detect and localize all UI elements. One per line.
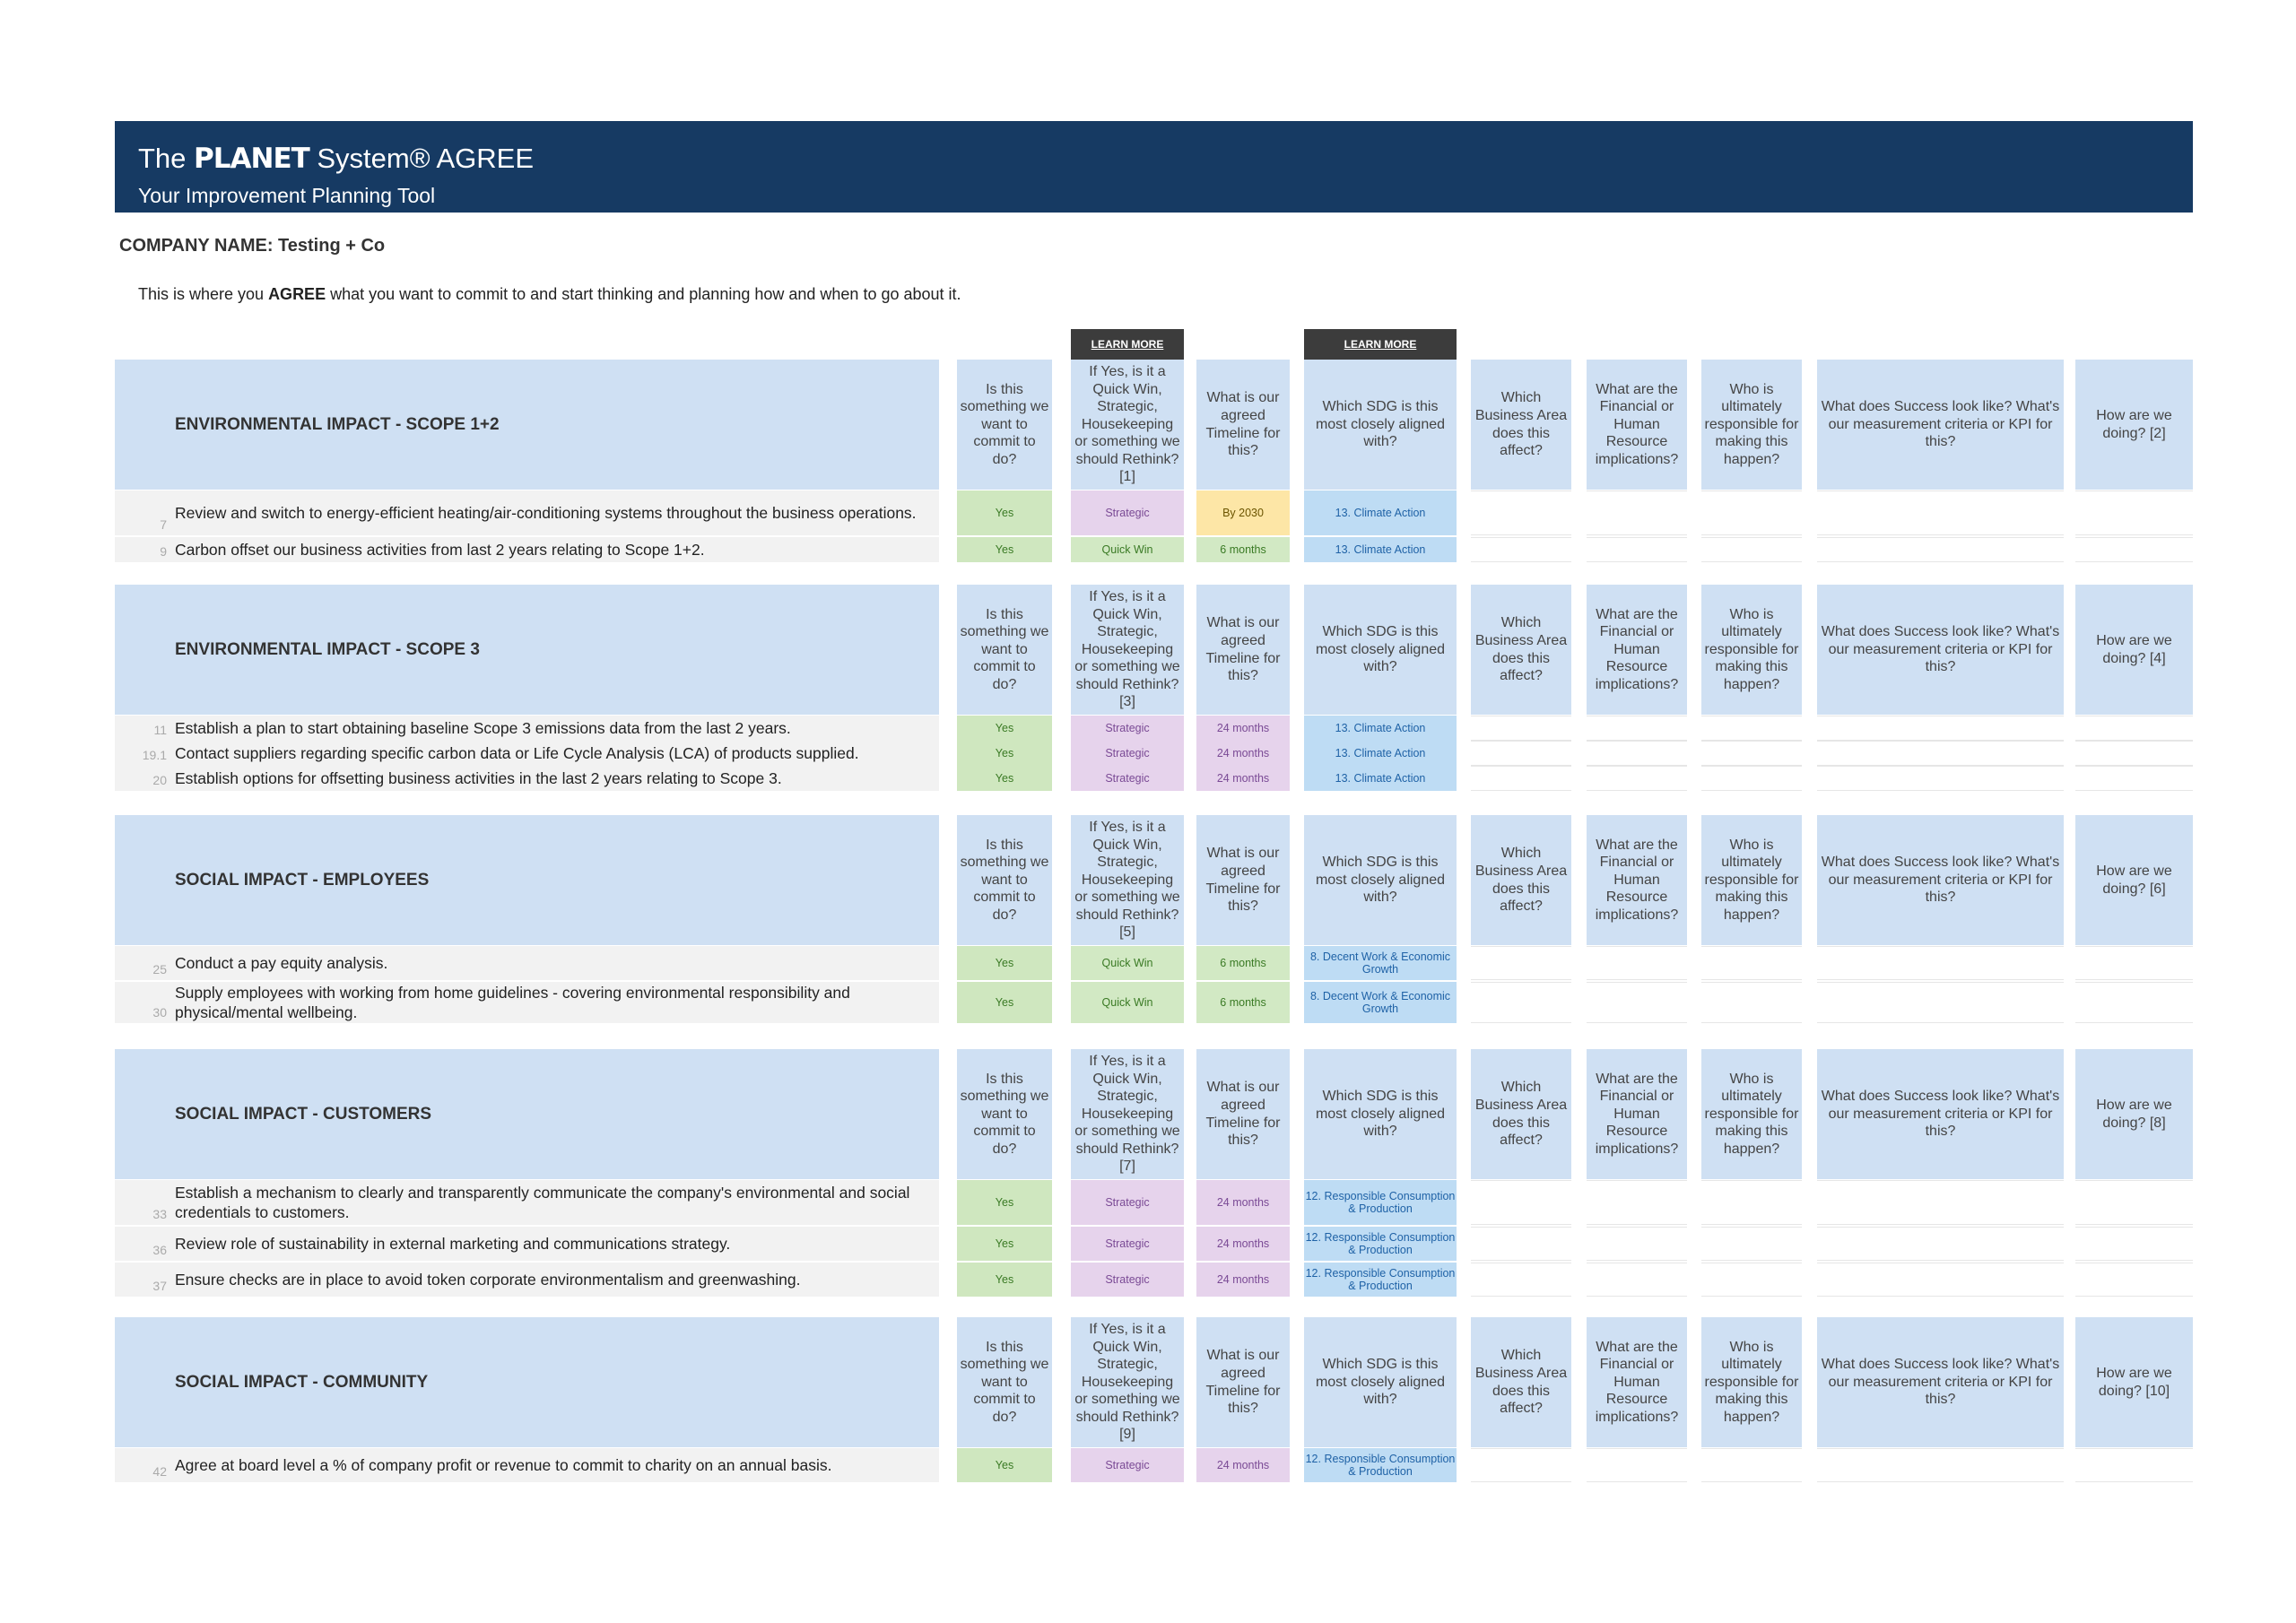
- success-cell[interactable]: [1817, 1227, 2064, 1261]
- commit-cell[interactable]: Yes: [957, 716, 1052, 741]
- area-cell[interactable]: [1471, 766, 1571, 791]
- column-header-responsible: Who is ultimately responsible for making this happen?: [1701, 1317, 1802, 1447]
- timeline-cell[interactable]: 24 months: [1196, 741, 1290, 766]
- column-header-category: If Yes, is it a Quick Win, Strategic, Housekeeping or something we should Rethink? [5]: [1071, 815, 1184, 945]
- action-description: [115, 741, 939, 766]
- resources-cell[interactable]: [1587, 946, 1687, 980]
- column-header-resources: What are the Financial or Human Resource implications?: [1587, 1049, 1687, 1179]
- section-title: ENVIRONMENTAL IMPACT - SCOPE 1+2: [115, 360, 939, 490]
- success-cell[interactable]: [1817, 1180, 2064, 1225]
- area-cell[interactable]: [1471, 1448, 1571, 1482]
- column-header-area: Which Business Area does this affect?: [1471, 585, 1571, 715]
- responsible-cell[interactable]: [1701, 946, 1802, 980]
- sdg-cell[interactable]: 12. Responsible Consumption & Production: [1304, 1448, 1457, 1482]
- column-header-doing: How are we doing? [6]: [2075, 815, 2193, 945]
- column-header-category: If Yes, is it a Quick Win, Strategic, Housekeeping or something we should Rethink? [9]: [1071, 1317, 1184, 1447]
- column-header-success: What does Success look like? What's our measurement criteria or KPI for this?: [1817, 1317, 2064, 1447]
- sdg-cell[interactable]: 12. Responsible Consumption & Production: [1304, 1227, 1457, 1261]
- area-cell[interactable]: [1471, 1263, 1571, 1297]
- table-row: [115, 1448, 2193, 1482]
- responsible-cell[interactable]: [1701, 716, 1802, 741]
- resources-cell[interactable]: [1587, 537, 1687, 562]
- action-text: Establish a plan to start obtaining baseline Scope 3 emissions data from the last 2 years.: [175, 718, 791, 737]
- action-text: Establish options for offsetting business activities in the last 2 years relating to Scope 3.: [175, 768, 782, 787]
- resources-cell[interactable]: [1587, 1263, 1687, 1297]
- section-title: SOCIAL IMPACT - CUSTOMERS: [115, 1049, 939, 1179]
- section-header: [115, 815, 2193, 945]
- section-header: [115, 585, 2193, 715]
- resources-cell[interactable]: [1587, 982, 1687, 1023]
- column-header-responsible: Who is ultimately responsible for making this happen?: [1701, 815, 1802, 945]
- responsible-cell[interactable]: [1701, 1263, 1802, 1297]
- success-cell[interactable]: [1817, 766, 2064, 791]
- table-row: [115, 490, 2193, 535]
- action-description: [115, 1448, 939, 1482]
- action-description: [115, 537, 939, 562]
- area-cell[interactable]: [1471, 1227, 1571, 1261]
- sdg-cell[interactable]: 13. Climate Action: [1304, 490, 1457, 535]
- resources-cell[interactable]: [1587, 716, 1687, 741]
- success-cell[interactable]: [1817, 1263, 2064, 1297]
- learn-more-button-category[interactable]: LEARN MORE: [1071, 329, 1184, 360]
- commit-cell[interactable]: Yes: [957, 490, 1052, 535]
- column-header-responsible: Who is ultimately responsible for making this happen?: [1701, 1049, 1802, 1179]
- sdg-cell[interactable]: 13. Climate Action: [1304, 716, 1457, 741]
- success-cell[interactable]: [1817, 716, 2064, 741]
- category-cell[interactable]: Strategic: [1071, 716, 1184, 741]
- section-title: ENVIRONMENTAL IMPACT - SCOPE 3: [115, 585, 939, 715]
- row-number: 37: [152, 1279, 167, 1294]
- timeline-cell[interactable]: By 2030: [1196, 490, 1290, 535]
- table-row: [115, 946, 2193, 980]
- action-text: Ensure checks are in place to avoid token corporate environmentalism and greenwashing.: [175, 1270, 801, 1289]
- column-header-sdg: Which SDG is this most closely aligned with?: [1304, 1317, 1457, 1447]
- category-cell[interactable]: Strategic: [1071, 741, 1184, 766]
- category-cell[interactable]: Strategic: [1071, 1448, 1184, 1482]
- commit-cell[interactable]: Yes: [957, 946, 1052, 980]
- success-cell[interactable]: [1817, 1448, 2064, 1482]
- column-header-area: Which Business Area does this affect?: [1471, 1317, 1571, 1447]
- action-description: [115, 1180, 939, 1225]
- resources-cell[interactable]: [1587, 490, 1687, 535]
- column-header-category: If Yes, is it a Quick Win, Strategic, Housekeeping or something we should Rethink? [7]: [1071, 1049, 1184, 1179]
- doing-cell[interactable]: [2075, 716, 2193, 741]
- column-header-resources: What are the Financial or Human Resource implications?: [1587, 585, 1687, 715]
- area-cell[interactable]: [1471, 741, 1571, 766]
- resources-cell[interactable]: [1587, 766, 1687, 791]
- table-row: [115, 766, 2193, 791]
- column-header-timeline: What is our agreed Timeline for this?: [1196, 360, 1290, 490]
- page-title: The PLANET System® AGREE: [138, 143, 535, 175]
- action-text: Conduct a pay equity analysis.: [175, 953, 388, 972]
- row-number: 25: [152, 962, 167, 977]
- column-header-commit: Is this something we want to commit to do?: [957, 585, 1052, 715]
- success-cell[interactable]: [1817, 537, 2064, 562]
- column-header-doing: How are we doing? [10]: [2075, 1317, 2193, 1447]
- page-subtitle: Your Improvement Planning Tool: [138, 184, 436, 207]
- column-header-area: Which Business Area does this affect?: [1471, 815, 1571, 945]
- commit-cell[interactable]: Yes: [957, 1263, 1052, 1297]
- doing-cell[interactable]: [2075, 982, 2193, 1023]
- column-header-doing: How are we doing? [8]: [2075, 1049, 2193, 1179]
- category-cell[interactable]: Strategic: [1071, 1180, 1184, 1225]
- action-text: Review role of sustainability in external marketing and communications strategy.: [175, 1234, 731, 1253]
- doing-cell[interactable]: [2075, 490, 2193, 535]
- action-text: Carbon offset our business activities from last 2 years relating to Scope 1+2.: [175, 540, 705, 559]
- category-cell[interactable]: Strategic: [1071, 1227, 1184, 1261]
- column-header-commit: Is this something we want to commit to do?: [957, 815, 1052, 945]
- table-row: [115, 982, 2193, 1023]
- table-row: [115, 537, 2193, 562]
- action-description: [115, 982, 939, 1023]
- section-header: [115, 1317, 2193, 1447]
- column-header-commit: Is this something we want to commit to do?: [957, 1317, 1052, 1447]
- column-header-resources: What are the Financial or Human Resource implications?: [1587, 1317, 1687, 1447]
- area-cell[interactable]: [1471, 1180, 1571, 1225]
- sdg-cell[interactable]: 13. Climate Action: [1304, 766, 1457, 791]
- row-number: 36: [152, 1243, 167, 1258]
- column-header-timeline: What is our agreed Timeline for this?: [1196, 585, 1290, 715]
- column-header-area: Which Business Area does this affect?: [1471, 360, 1571, 490]
- resources-cell[interactable]: [1587, 1227, 1687, 1261]
- column-header-timeline: What is our agreed Timeline for this?: [1196, 1317, 1290, 1447]
- column-header-sdg: Which SDG is this most closely aligned with?: [1304, 815, 1457, 945]
- doing-cell[interactable]: [2075, 741, 2193, 766]
- success-cell[interactable]: [1817, 490, 2064, 535]
- intro-text: This is where you AGREE what you want to commit to and start thinking and planning how and when to go about it.: [138, 285, 961, 303]
- column-header-resources: What are the Financial or Human Resource implications?: [1587, 360, 1687, 490]
- timeline-cell[interactable]: 24 months: [1196, 1263, 1290, 1297]
- action-description: [115, 716, 939, 741]
- action-text: Review and switch to energy-efficient heating/air-conditioning systems throughout the business operations.: [175, 503, 917, 522]
- column-header-responsible: Who is ultimately responsible for making this happen?: [1701, 585, 1802, 715]
- doing-cell[interactable]: [2075, 537, 2193, 562]
- action-description: [115, 766, 939, 791]
- action-description: [115, 946, 939, 980]
- responsible-cell[interactable]: [1701, 490, 1802, 535]
- action-description: [115, 490, 939, 535]
- table-row: [115, 741, 2193, 766]
- table-row: [115, 1263, 2193, 1297]
- action-description: [115, 1263, 939, 1297]
- commit-cell[interactable]: Yes: [957, 537, 1052, 562]
- row-number: 19.1: [142, 748, 167, 763]
- doing-cell[interactable]: [2075, 1180, 2193, 1225]
- section-header: [115, 1049, 2193, 1179]
- resources-cell[interactable]: [1587, 1448, 1687, 1482]
- resources-cell[interactable]: [1587, 741, 1687, 766]
- responsible-cell[interactable]: [1701, 741, 1802, 766]
- sdg-cell[interactable]: 8. Decent Work & Economic Growth: [1304, 946, 1457, 980]
- table-row: [115, 716, 2193, 741]
- sdg-cell[interactable]: 13. Climate Action: [1304, 741, 1457, 766]
- column-header-timeline: What is our agreed Timeline for this?: [1196, 1049, 1290, 1179]
- column-header-category: If Yes, is it a Quick Win, Strategic, Housekeeping or something we should Rethink? [3]: [1071, 585, 1184, 715]
- responsible-cell[interactable]: [1701, 766, 1802, 791]
- area-cell[interactable]: [1471, 537, 1571, 562]
- responsible-cell[interactable]: [1701, 537, 1802, 562]
- responsible-cell[interactable]: [1701, 1448, 1802, 1482]
- action-text: Agree at board level a % of company profit or revenue to commit to charity on an annual basis.: [175, 1455, 832, 1474]
- column-header-success: What does Success look like? What's our measurement criteria or KPI for this?: [1817, 360, 2064, 490]
- doing-cell[interactable]: [2075, 946, 2193, 980]
- responsible-cell[interactable]: [1701, 1180, 1802, 1225]
- doing-cell[interactable]: [2075, 766, 2193, 791]
- column-header-success: What does Success look like? What's our measurement criteria or KPI for this?: [1817, 585, 2064, 715]
- success-cell[interactable]: [1817, 946, 2064, 980]
- commit-cell[interactable]: Yes: [957, 1180, 1052, 1225]
- column-header-area: Which Business Area does this affect?: [1471, 1049, 1571, 1179]
- column-header-commit: Is this something we want to commit to do?: [957, 360, 1052, 490]
- column-header-category: If Yes, is it a Quick Win, Strategic, Housekeeping or something we should Rethink? [1]: [1071, 360, 1184, 490]
- success-cell[interactable]: [1817, 741, 2064, 766]
- column-header-timeline: What is our agreed Timeline for this?: [1196, 815, 1290, 945]
- responsible-cell[interactable]: [1701, 1227, 1802, 1261]
- responsible-cell[interactable]: [1701, 982, 1802, 1023]
- action-text: Contact suppliers regarding specific carbon data or Life Cycle Analysis (LCA) of products supplied.: [175, 743, 859, 762]
- timeline-cell[interactable]: 24 months: [1196, 716, 1290, 741]
- timeline-cell[interactable]: 6 months: [1196, 946, 1290, 980]
- planet-brand: PLANET: [194, 143, 309, 175]
- sdg-cell[interactable]: 12. Responsible Consumption & Production: [1304, 1180, 1457, 1225]
- row-number: 9: [160, 544, 167, 560]
- commit-cell[interactable]: Yes: [957, 982, 1052, 1023]
- doing-cell[interactable]: [2075, 1448, 2193, 1482]
- area-cell[interactable]: [1471, 982, 1571, 1023]
- action-text: Supply employees with working from home guidelines - covering environmental responsibility and physical/mental wellbeing.: [175, 983, 850, 1021]
- section-title: SOCIAL IMPACT - COMMUNITY: [115, 1317, 939, 1447]
- category-cell[interactable]: Quick Win: [1071, 537, 1184, 562]
- category-cell[interactable]: Quick Win: [1071, 982, 1184, 1023]
- resources-cell[interactable]: [1587, 1180, 1687, 1225]
- commit-cell[interactable]: Yes: [957, 766, 1052, 791]
- doing-cell[interactable]: [2075, 1263, 2193, 1297]
- column-header-responsible: Who is ultimately responsible for making this happen?: [1701, 360, 1802, 490]
- category-cell[interactable]: Strategic: [1071, 766, 1184, 791]
- action-text: Establish a mechanism to clearly and transparently communicate the company's environmental and social credentials to customers.: [175, 1183, 910, 1221]
- timeline-cell[interactable]: 6 months: [1196, 537, 1290, 562]
- header-banner: [115, 121, 2193, 213]
- action-description: [115, 1227, 939, 1261]
- table-row: [115, 1227, 2193, 1261]
- sdg-cell[interactable]: 12. Responsible Consumption & Production: [1304, 1263, 1457, 1297]
- company-name: COMPANY NAME: Testing + Co: [119, 236, 386, 256]
- timeline-cell[interactable]: 24 months: [1196, 1448, 1290, 1482]
- column-header-sdg: Which SDG is this most closely aligned with?: [1304, 360, 1457, 490]
- column-header-sdg: Which SDG is this most closely aligned with?: [1304, 585, 1457, 715]
- area-cell[interactable]: [1471, 716, 1571, 741]
- row-number: 20: [152, 773, 167, 788]
- row-number: 11: [153, 723, 167, 738]
- timeline-cell[interactable]: 6 months: [1196, 982, 1290, 1023]
- section-title: SOCIAL IMPACT - EMPLOYEES: [115, 815, 939, 945]
- column-header-resources: What are the Financial or Human Resource implications?: [1587, 815, 1687, 945]
- learn-more-button-sdg[interactable]: LEARN MORE: [1304, 329, 1457, 360]
- commit-cell[interactable]: Yes: [957, 741, 1052, 766]
- sdg-cell[interactable]: 8. Decent Work & Economic Growth: [1304, 982, 1457, 1023]
- column-header-commit: Is this something we want to commit to do?: [957, 1049, 1052, 1179]
- commit-cell[interactable]: Yes: [957, 1448, 1052, 1482]
- timeline-cell[interactable]: 24 months: [1196, 1180, 1290, 1225]
- doing-cell[interactable]: [2075, 1227, 2193, 1261]
- column-header-success: What does Success look like? What's our measurement criteria or KPI for this?: [1817, 815, 2064, 945]
- timeline-cell[interactable]: 24 months: [1196, 766, 1290, 791]
- row-number: 7: [160, 517, 167, 533]
- category-cell[interactable]: Strategic: [1071, 490, 1184, 535]
- category-cell[interactable]: Quick Win: [1071, 946, 1184, 980]
- commit-cell[interactable]: Yes: [957, 1227, 1052, 1261]
- column-header-doing: How are we doing? [2]: [2075, 360, 2193, 490]
- row-number: 42: [152, 1464, 167, 1480]
- column-header-sdg: Which SDG is this most closely aligned with?: [1304, 1049, 1457, 1179]
- area-cell[interactable]: [1471, 490, 1571, 535]
- success-cell[interactable]: [1817, 982, 2064, 1023]
- sdg-cell[interactable]: 13. Climate Action: [1304, 537, 1457, 562]
- section-header: [115, 360, 2193, 490]
- timeline-cell[interactable]: 24 months: [1196, 1227, 1290, 1261]
- row-number: 33: [152, 1207, 167, 1222]
- area-cell[interactable]: [1471, 946, 1571, 980]
- category-cell[interactable]: Strategic: [1071, 1263, 1184, 1297]
- column-header-success: What does Success look like? What's our measurement criteria or KPI for this?: [1817, 1049, 2064, 1179]
- row-number: 30: [152, 1005, 167, 1020]
- column-header-doing: How are we doing? [4]: [2075, 585, 2193, 715]
- table-row: [115, 1180, 2193, 1225]
